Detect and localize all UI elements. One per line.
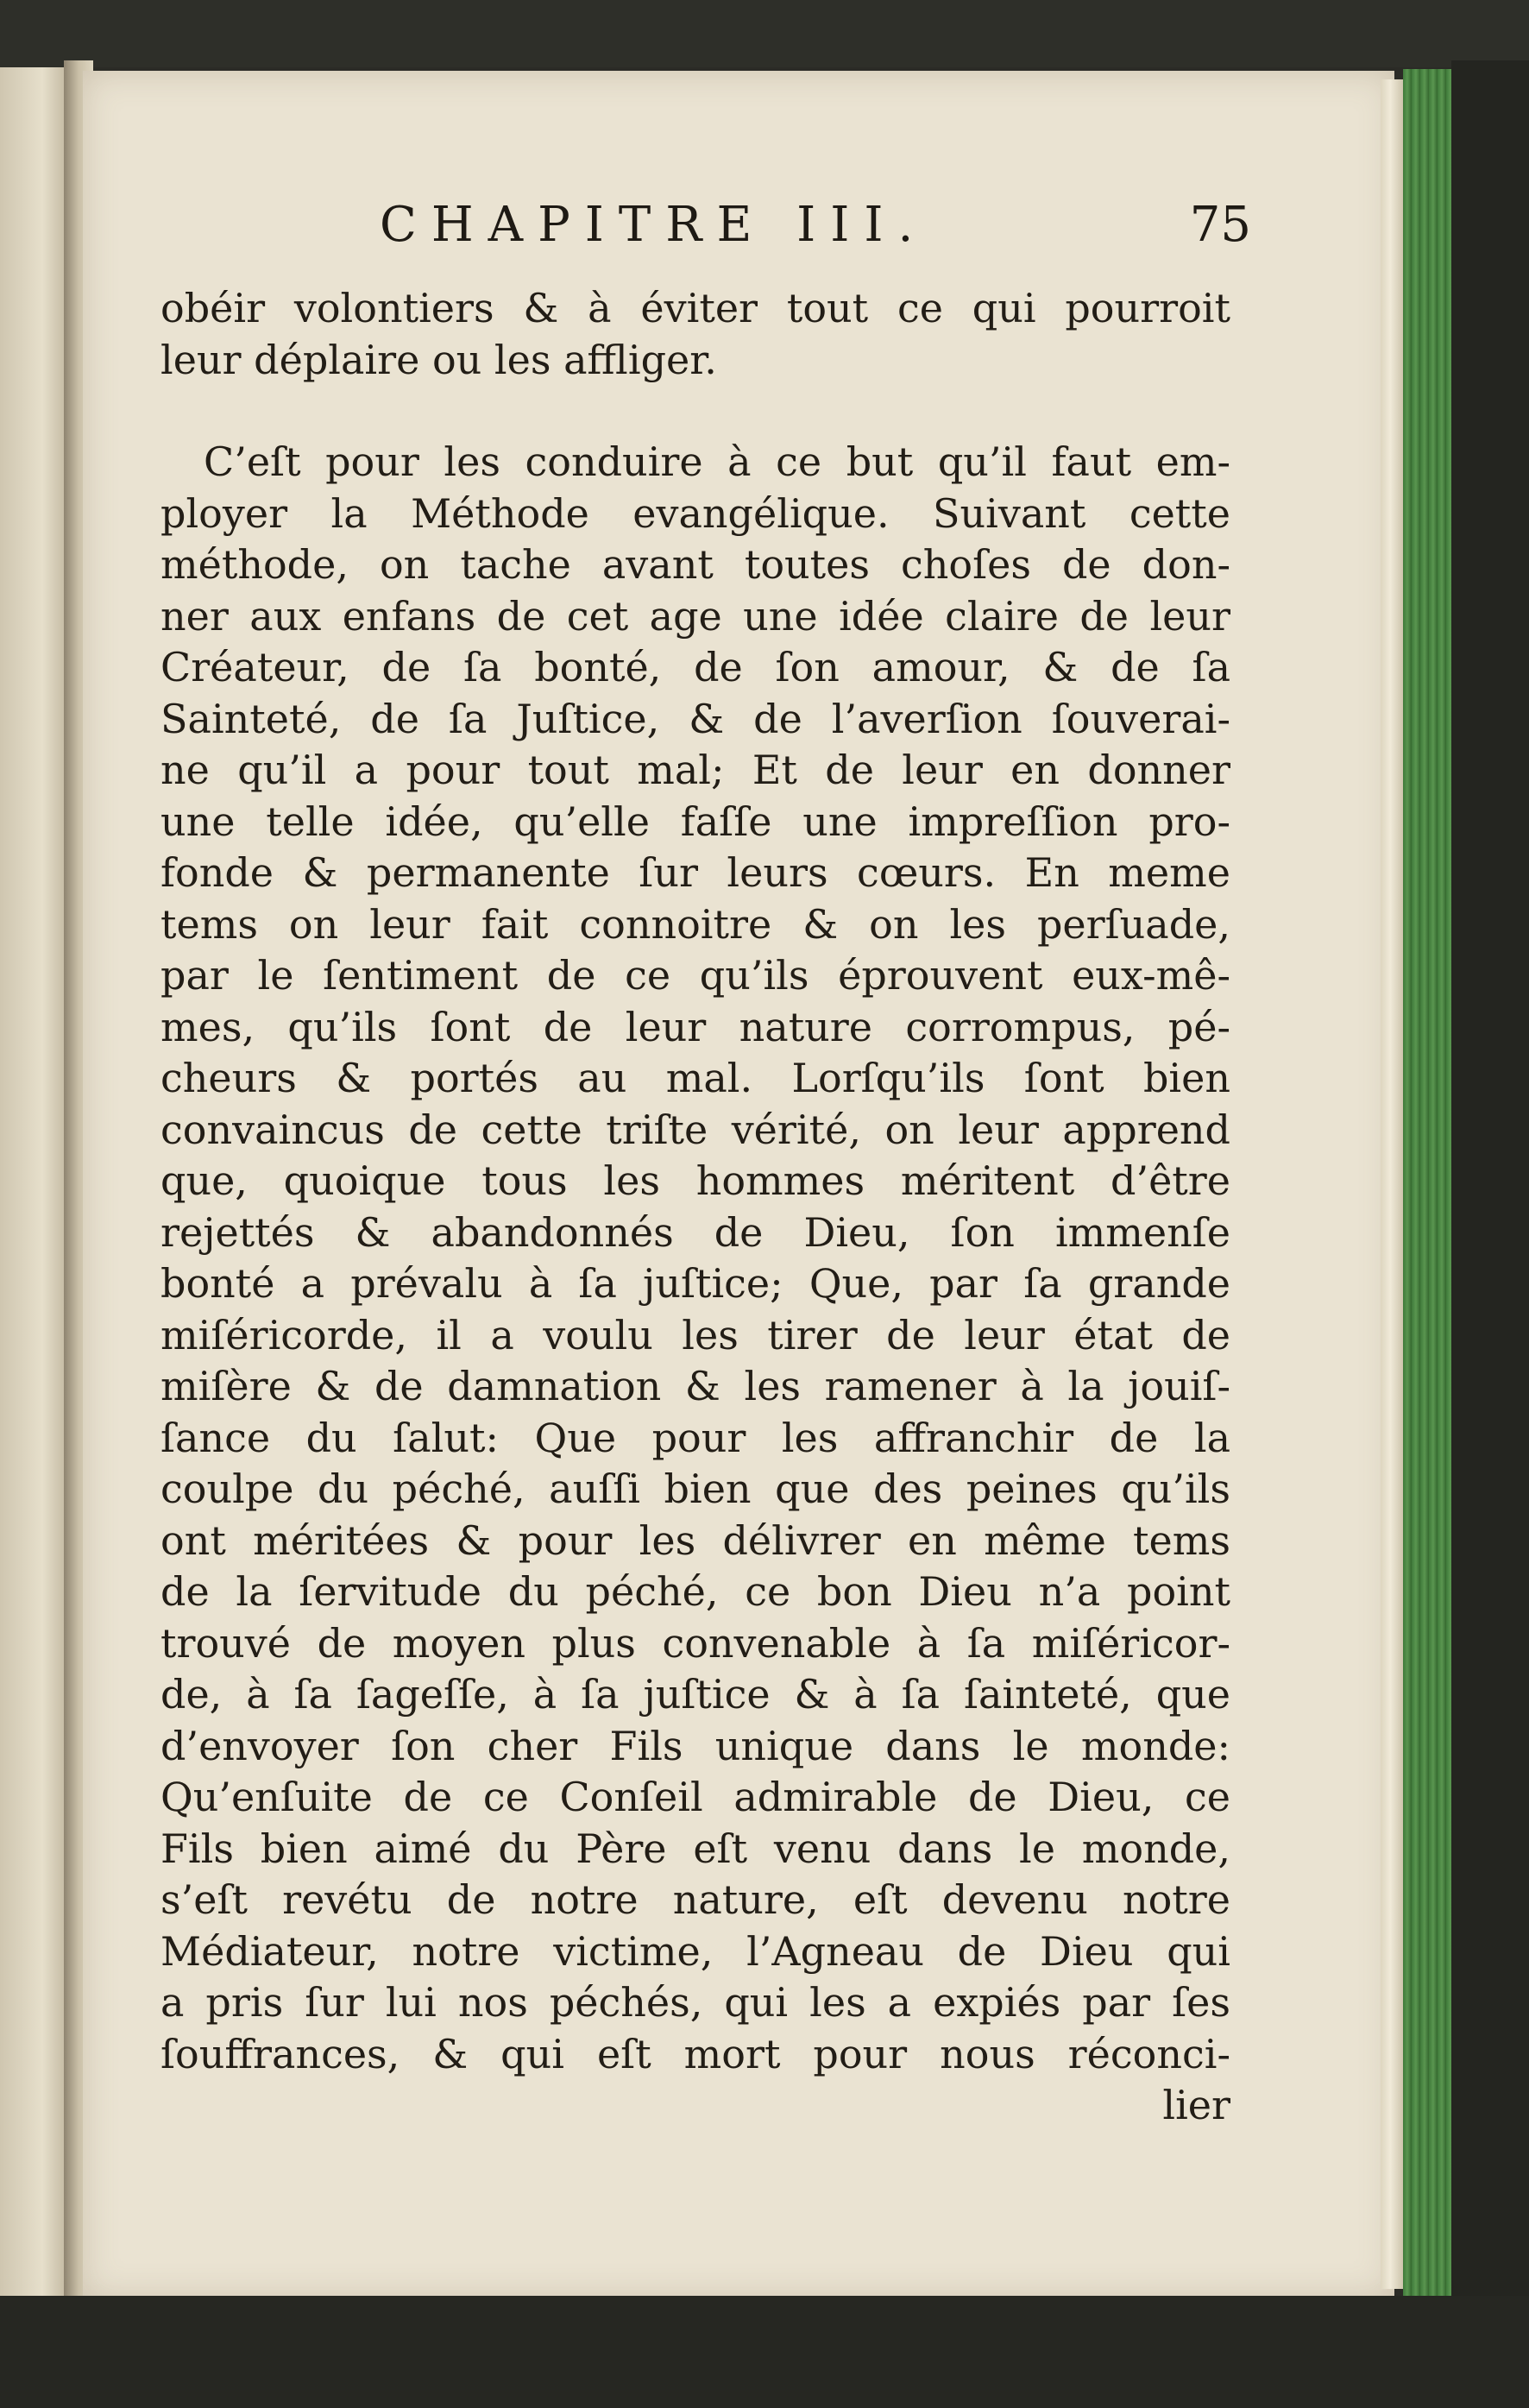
text-line: mes, qu’ils ſont de leur nature corrompus, pé- <box>160 1003 1230 1050</box>
text-line: Qu’enſuite de ce Conſeil admirable de Dieu, ce <box>160 1774 1230 1820</box>
text-line: rejettés & abandonnés de Dieu, ſon immenſe <box>160 1208 1230 1256</box>
book-cover <box>1451 60 1529 2304</box>
text-line: bonté a prévalu à ſa juſtice; Que, par ſa grande <box>160 1260 1230 1307</box>
text-line: une telle idée, qu’elle faſſe une impreſſion pro- <box>160 797 1230 845</box>
facing-page-edge <box>0 67 71 2303</box>
green-page-edges <box>1403 69 1451 2304</box>
text-line: C’eſt pour les conduire à ce but qu’il faut em- <box>204 438 1230 485</box>
text-line: méthode, on tache avant toutes choſes de don- <box>160 541 1230 588</box>
text-line: Sainteté, de ſa Juſtice, & de l’averſion ſouverai- <box>160 695 1230 742</box>
background-bottom <box>0 2296 1529 2408</box>
text-line: convaincus de cette triſte vérité, on leur apprend <box>160 1106 1230 1153</box>
text-line: miſéricorde, il a voulu les tirer de leur état de <box>160 1311 1230 1358</box>
page-number: 75 <box>1189 197 1251 253</box>
text-line: de, à ſa ſageſſe, à ſa juſtice & à ſa ſainteté, que <box>160 1671 1230 1718</box>
catchword: lier <box>1162 2082 1230 2128</box>
text-line: tems on leur fait connoitre & on les perſuade, <box>160 900 1230 948</box>
text-line: s’eſt revétu de notre nature, eſt devenu notre <box>160 1876 1230 1923</box>
text-line: d’envoyer ſon cher Fils unique dans le monde: <box>160 1722 1230 1769</box>
text-line: leur déplaire ou les affliger. <box>160 336 717 383</box>
text-line: miſère & de damnation & les ramener à la jouiſ- <box>160 1363 1230 1409</box>
background-top <box>0 0 1529 67</box>
text-line: Fils bien aimé du Père eſt venu dans le monde, <box>160 1825 1230 1872</box>
text-line: trouvé de moyen plus convenable à ſa miſéricor- <box>160 1619 1230 1667</box>
text-line: ne qu’il a pour tout mal; Et de leur en donner <box>160 747 1230 793</box>
text-line: ſance du ſalut: Que pour les affranchir de la <box>160 1414 1230 1461</box>
text-line: a pris ſur lui nos péchés, qui les a expiés par ſes <box>160 1979 1230 2026</box>
paragraph-gap <box>160 386 1230 437</box>
text-line: ont méritées & pour les délivrer en même tems <box>160 1516 1230 1564</box>
text-line: cheurs & portés au mal. Lorſqu’ils ſont bien <box>160 1055 1230 1101</box>
page-fore-edge <box>1381 79 1405 2289</box>
text-line: ployer la Méthode evangélique. Suivant cette <box>160 489 1230 537</box>
text-line: coulpe du péché, auſſi bien que des peines qu’ils <box>160 1466 1230 1512</box>
text-line: Médiateur, notre victime, l’Agneau de Dieu qui <box>160 1927 1230 1975</box>
text-line: que, quoique tous les hommes méritent d’être <box>160 1157 1230 1204</box>
running-head: CHAPITRE III. <box>380 197 928 253</box>
text-line: de la ſervitude du péché, ce bon Dieu n’a point <box>160 1568 1230 1615</box>
text-line: Créateur, de ſa bonté, de ſon amour, & de ſa <box>160 644 1230 690</box>
text-line: par le ſentiment de ce qu’ils éprouvent eux-mê- <box>160 952 1230 999</box>
text-line: obéir volontiers & à éviter tout ce qui pourroit <box>160 285 1230 331</box>
text-line: ſouffrances, & qui eſt mort pour nous réconci- <box>160 2030 1230 2077</box>
text-line: fonde & permanente ſur leurs cœurs. En meme <box>160 849 1230 896</box>
text-line: ner aux enfans de cet age une idée claire de leur <box>160 592 1230 640</box>
body-text <box>160 283 1230 2132</box>
